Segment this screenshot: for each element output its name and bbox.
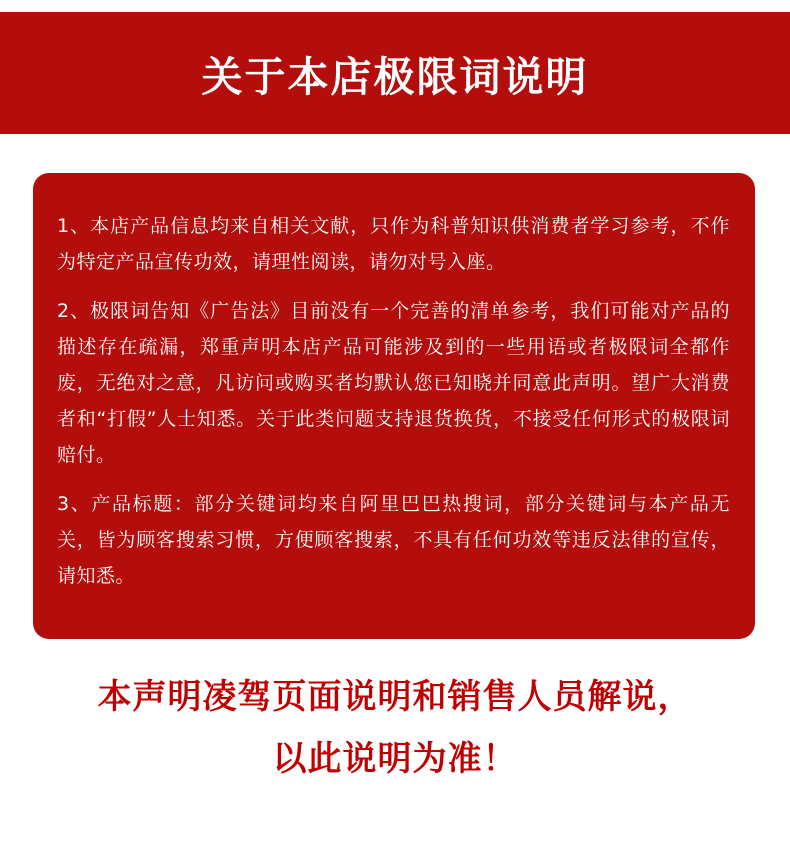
footer-statement: [0, 666, 790, 790]
disclaimer-notice-box: [33, 173, 755, 639]
disclaimer-paragraph-3: 3、产品标题：部分关键词均来自阿里巴巴热搜词，部分关键词与本产品无关，皆为顾客搜索习惯，方便顾客搜索，不具有任何功效等违反法律的宣传，请知悉。: [57, 493, 730, 587]
disclaimer-paragraph-1: 1、本店产品信息均来自相关文献，只作为科普知识供消费者学习参考，不作为特定产品宣传功效，请理性阅读，请勿对号入座。: [57, 215, 730, 273]
title-banner: [0, 12, 790, 134]
footer-statement-line-2: 以此说明为准！: [272, 739, 518, 779]
page-title: 关于本店极限词说明: [201, 52, 589, 101]
disclaimer-paragraph-2: 2、极限词告知《广告法》目前没有一个完善的清单参考，我们可能对产品的描述存在疏漏，郑重声明本店产品可能涉及到的一些用语或者极限词全都作废，无绝对之意，凡访问或购买者均默认您已知晓并同意此声明。望广大消费者和“打假”人士知悉。关于此类问题支持退货换货，不接受任何形式的极限词赔付。: [57, 300, 730, 466]
footer-statement-line-1: 本声明凌驾页面说明和销售人员解说，: [97, 677, 693, 717]
